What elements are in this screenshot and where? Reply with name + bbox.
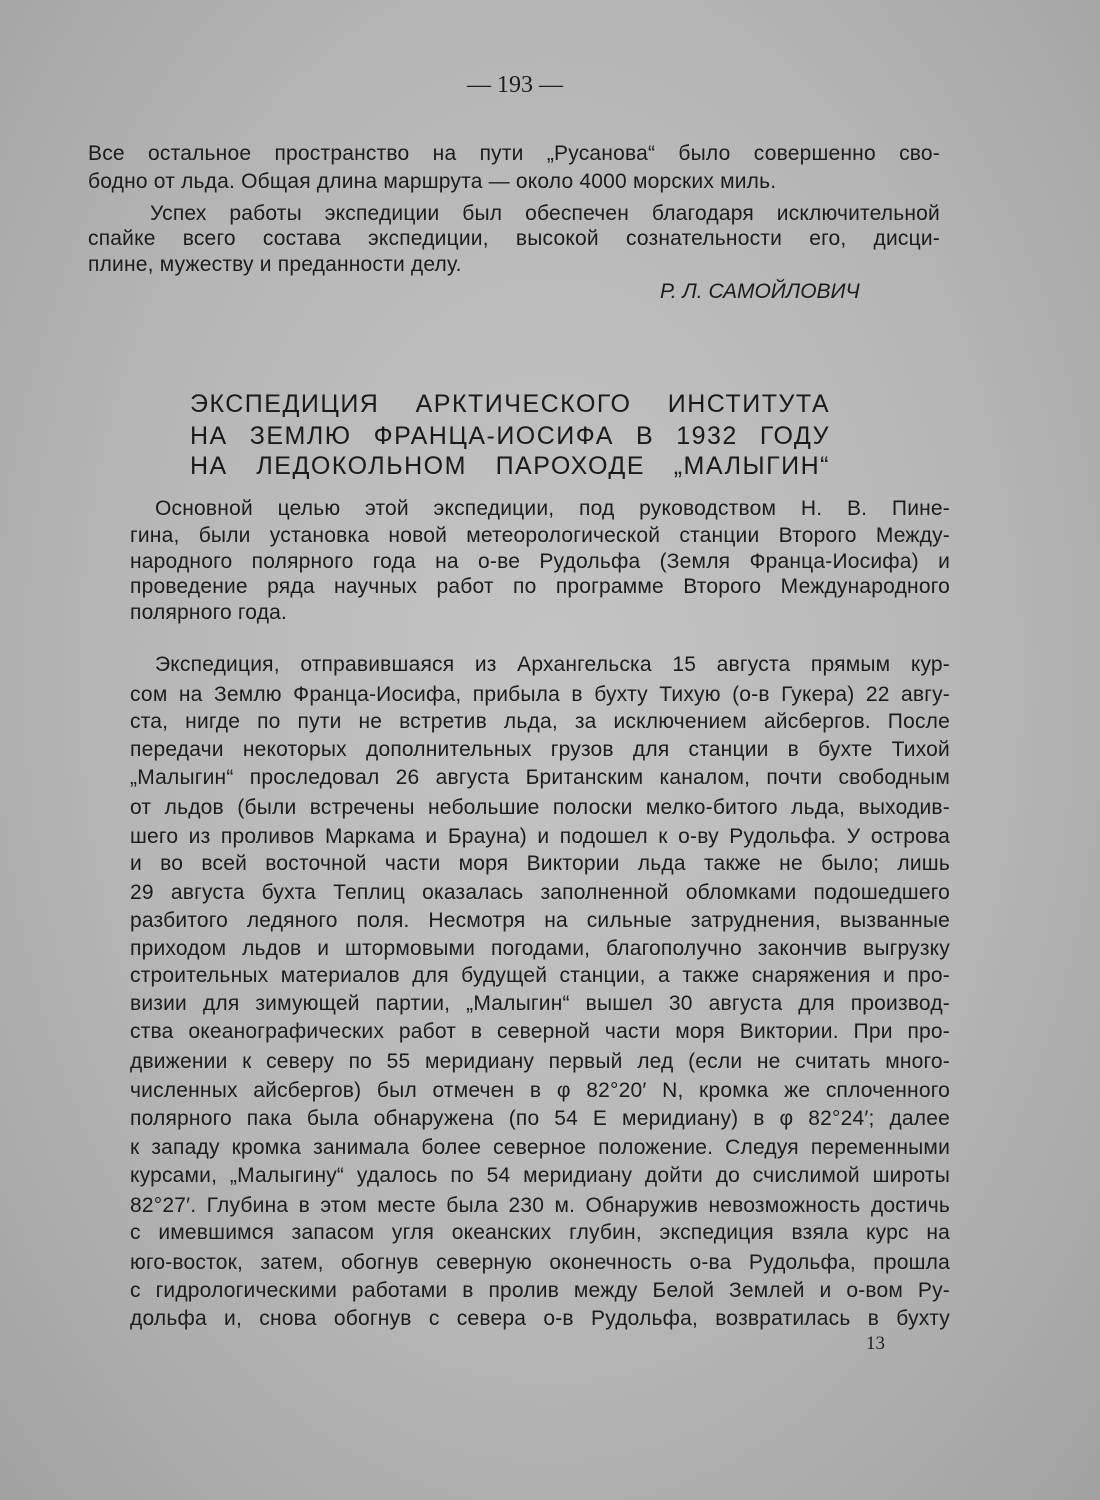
text-line: разбитого ледяного поля. Несмотря на сильные затруднения, вызванные (130, 909, 950, 932)
text-line: с гидрологическими работами в пролив между Белой Землей и о-вом Ру- (130, 1279, 950, 1302)
text-line: проведение ряда научных работ по программе Второго Международного (130, 575, 950, 598)
text-line: приходом льдов и штормовыми погодами, благополучно закончив выгрузку (130, 937, 950, 960)
text-line: с имевшимся запасом угля океанских глубин, экспедиция взяла курс на (130, 1221, 950, 1244)
text-line: 82°27′. Глубина в этом месте была 230 м. Обнаружив невозможность достичь (130, 1194, 950, 1217)
text-line: передачи некоторых дополнительных грузов для станции в бухте Тихой (130, 738, 950, 761)
text-line: юго-восток, затем, обогнув северную оконечность о-ва Рудольфа, прошла (130, 1251, 950, 1274)
text-line: „Малыгин“ проследовал 26 августа Британским каналом, почти свободным (130, 766, 950, 789)
text-line: плине, мужеству и преданности делу. (88, 253, 462, 276)
text-line: ста, нигде по пути не встретив льда, за исключением айсбергов. После (130, 710, 950, 733)
text-line: полярного года. (130, 601, 288, 624)
text-line: дольфа и, снова обогнув с севера о-в Рудольфа, возвратилась в бухту (130, 1307, 950, 1330)
text-line: бодно от льда. Общая длина маршрута — около 4000 морских миль. (88, 170, 777, 193)
text-line: Успех работы экспедиции был обеспечен благодаря исключительной (150, 202, 940, 225)
text-line: сом на Землю Франца-Иосифа, прибыла в бухту Тихую (о-в Гукера) 22 авгу- (130, 683, 950, 706)
article-title-line-2: НА ЗЕМЛЮ ФРАНЦА-ИОСИФА В 1932 ГОДУ (190, 422, 830, 450)
text-line: шего из проливов Маркама и Брауна) и подошел к о-ву Рудольфа. У острова (130, 825, 950, 848)
page-number-header: — 193 — (467, 72, 563, 98)
text-line: строительных материалов для будущей станции, а также снаряжения и про- (130, 964, 950, 987)
signature-mark: 13 (866, 1333, 885, 1354)
text-line: гина, были установка новой метеорологической станции Второго Между- (130, 524, 950, 547)
text-line: численных айсбергов) был отмечен в φ 82°20′ N, кромка же сплоченного (130, 1079, 950, 1102)
text-line: к западу кромка занимала более северное положение. Следуя переменными (130, 1136, 950, 1159)
text-line: движении к северу по 55 меридиану первый лед (если не считать много- (130, 1050, 950, 1073)
text-line: ства океанографических работ в северной части моря Виктории. При про- (130, 1020, 950, 1043)
article-title-line-3: НА ЛЕДОКОЛЬНОМ ПАРОХОДЕ „МАЛЫГИН“ (190, 452, 830, 480)
text-line: Экспедиция, отправившаяся из Архангельска 15 августа прямым кур- (155, 653, 950, 676)
text-line: спайке всего состава экспедиции, высокой сознательности его, дисци- (88, 227, 940, 250)
text-line: 29 августа бухта Теплиц оказалась заполненной обломками подошедшего (130, 881, 950, 904)
text-line: народного полярного года на о-ве Рудольфа (Земля Франца-Иосифа) и (130, 550, 950, 573)
text-line: Все остальное пространство на пути „Русанова“ было совершенно сво- (88, 142, 940, 165)
author-signature: Р. Л. САМОЙЛОВИЧ (660, 280, 860, 303)
text-line: визии для зимующей партии, „Малыгин“ вышел 30 августа для производ- (130, 992, 950, 1015)
text-line: Основной целью этой экспедиции, под руководством Н. В. Пине- (155, 497, 950, 520)
article-title-line-1: ЭКСПЕДИЦИЯ АРКТИЧЕСКОГО ИНСТИТУТА (190, 390, 830, 418)
text-line: от льдов (были встречены небольшие полоски мелко-битого льда, выходив- (130, 796, 950, 819)
text-line: и во всей восточной части моря Виктории льда также не было; лишь (130, 852, 950, 875)
text-line: курсами, „Малыгину“ удалось по 54 меридиану дойти до счислимой широты (130, 1164, 950, 1187)
text-line: полярного пака была обнаружена (по 54 E меридиану) в φ 82°24′; далее (130, 1107, 950, 1130)
